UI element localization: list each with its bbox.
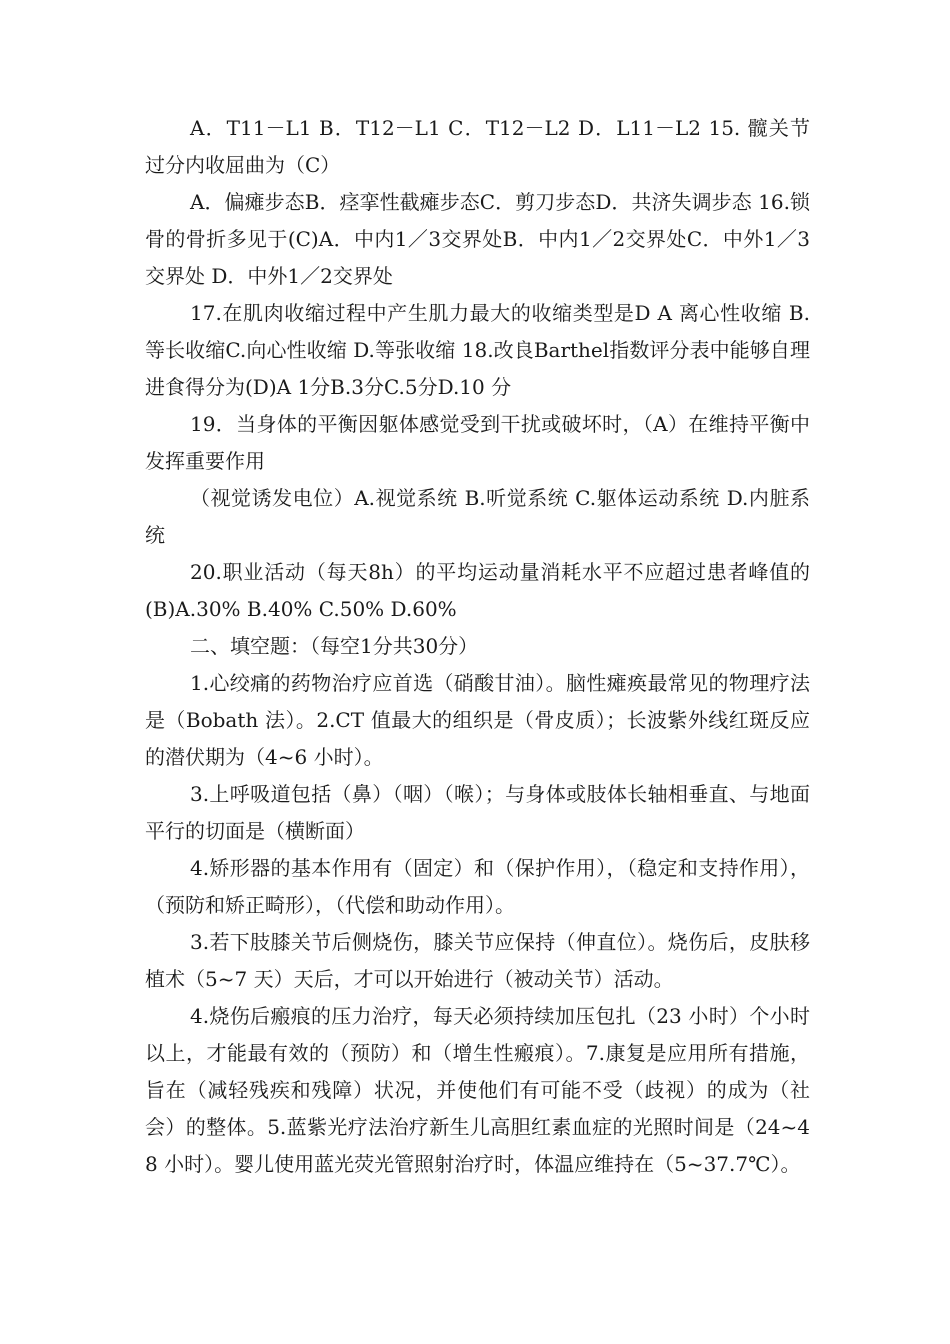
paragraph-fill-1-2: 1.心绞痛的药物治疗应首选（硝酸甘油）。脑性瘫痪最常见的物理疗法是（Bobath 法）。2.CT 值最大的组织是（骨皮质）；长波紫外线红斑反应的潜伏期为（4~6 小时）。: [145, 671, 810, 769]
paragraph-fill-3: 3.上呼吸道包括（鼻）（咽）（喉）；与身体或肢体长轴相垂直、与地面平行的切面是（横断面）: [145, 782, 810, 843]
paragraph-q20: 20.职业活动（每天8h）的平均运动量消耗水平不应超过患者峰值的(B)A.30% B.40% C.50% D.60%: [145, 560, 810, 621]
paragraph-q19-options: （视觉诱发电位）A.视觉系统 B.听觉系统 C.躯体运动系统 D.内脏系统: [145, 486, 810, 547]
paragraph-fill-4: 4.矫形器的基本作用有（固定）和（保护作用），（稳定和支持作用），（预防和矫正畸形），（代偿和助动作用）。: [145, 856, 810, 917]
paragraph-fill-3b: 3.若下肢膝关节后侧烧伤，膝关节应保持（伸直位）。烧伤后，皮肤移植术（5~7 天）天后，才可以开始进行（被动关节）活动。: [145, 930, 810, 991]
document-body: [145, 110, 810, 1183]
paragraph-q19: 19．当身体的平衡因躯体感觉受到干扰或破坏时，（A）在维持平衡中发挥重要作用: [145, 412, 810, 473]
section-heading-fill-in: 二、填空题：（每空1分共30分）: [190, 634, 479, 658]
paragraph-fill-4b: 4.烧伤后瘢痕的压力治疗，每天必须持续加压包扎（23 小时）个小时以上，才能最有效的（预防）和（增生性瘢痕）。7.康复是应用所有措施，旨在（减轻残疾和残障）状况，并使他们有可能不受（歧视）的成为（社会）的整体。5.蓝紫光疗法治疗新生儿高胆红素血症的光照时间是（24~48 小时）。婴儿使用蓝光荧光管照射治疗时，体温应维持在（5~37.7℃）。: [145, 1004, 810, 1176]
paragraph-q15-q16: A．偏瘫步态B．痉挛性截瘫步态C．剪刀步态D．共济失调步态 16.锁骨的骨折多见于(C)A．中内1／3交界处B．中内1／2交界处C．中外1／3交界处 D．中外1／2交界处: [145, 190, 810, 288]
paragraph-q17-q18: 17.在肌肉收缩过程中产生肌力最大的收缩类型是D A 离心性收缩 B.等长收缩C.向心性收缩 D.等张收缩 18.改良Barthel指数评分表中能够自理进食得分为(D)A 1分B.3分C.5分D.10 分: [145, 301, 810, 399]
paragraph-q14-options: A．T11－L1 B．T12－L1 C．T12－L2 D．L11－L2 15. 髋关节过分内收屈曲为（C）: [145, 116, 810, 177]
